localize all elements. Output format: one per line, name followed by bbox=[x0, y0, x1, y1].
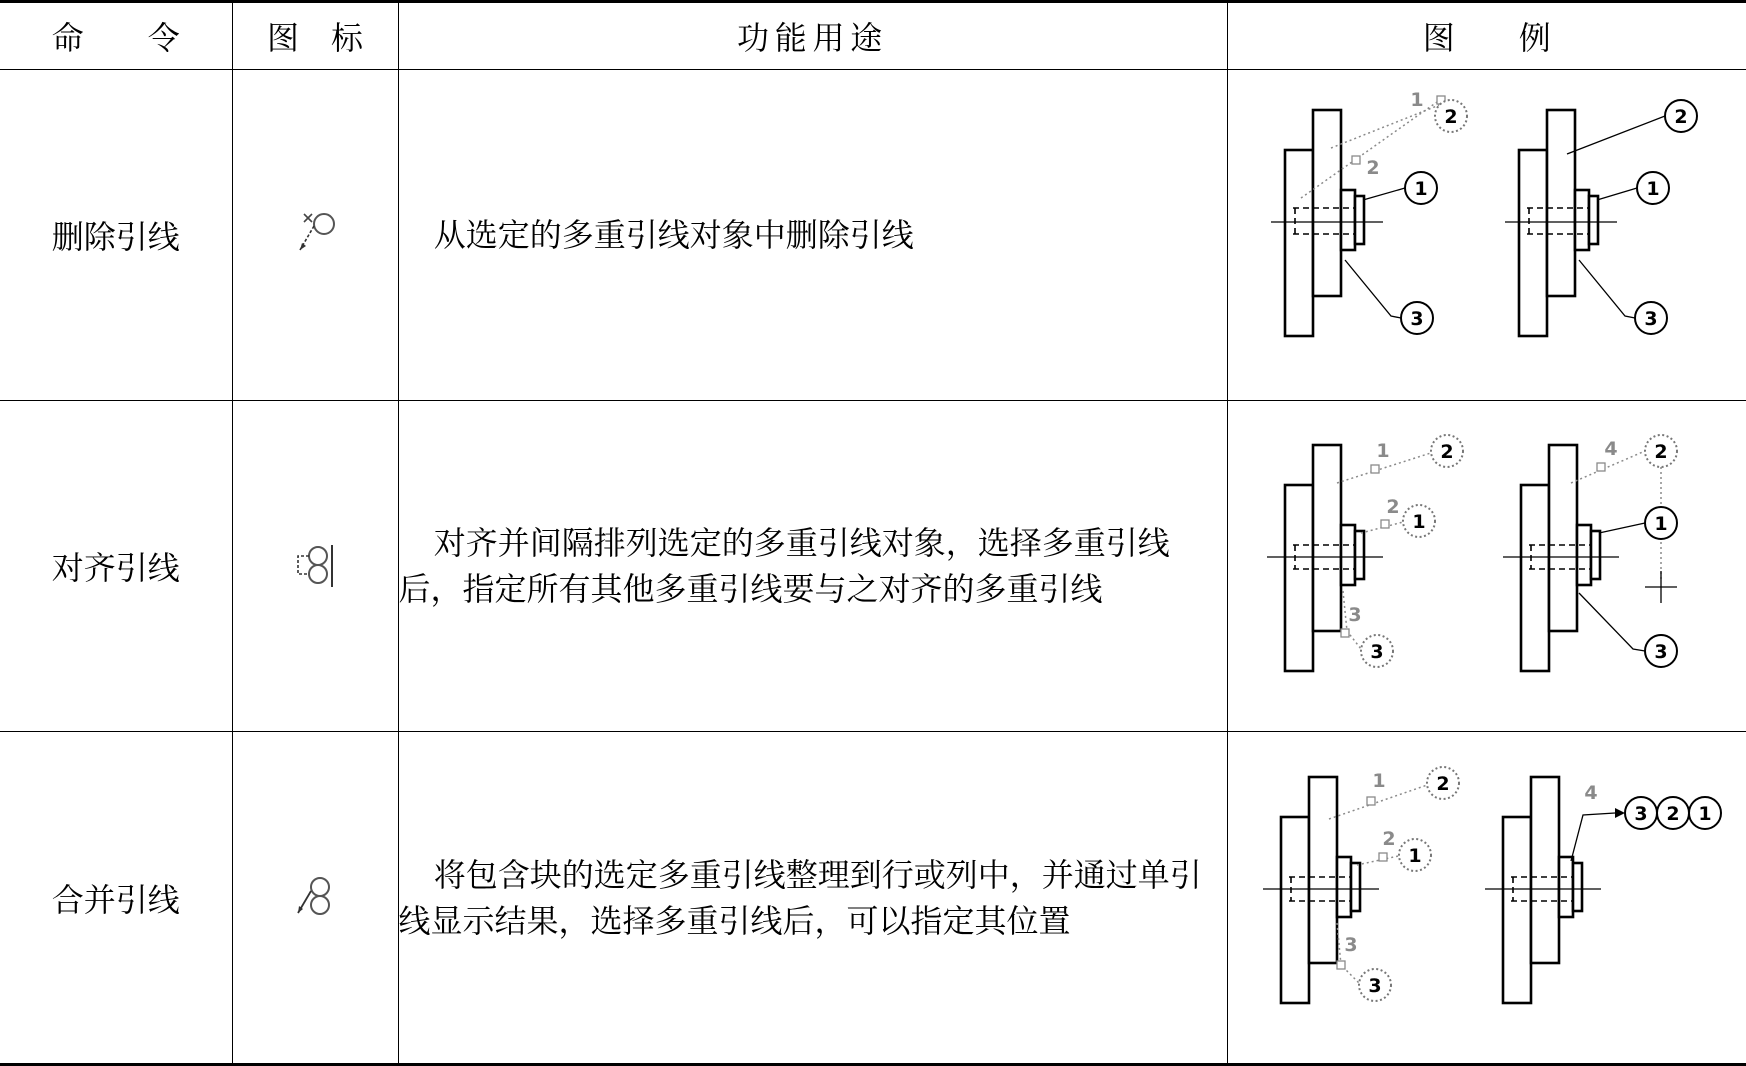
remove-leader-icon bbox=[290, 210, 340, 260]
example-before bbox=[1271, 90, 1467, 336]
header-icon: 图 标 bbox=[232, 2, 398, 70]
label: 2 bbox=[1654, 441, 1668, 463]
example-after bbox=[1505, 100, 1697, 336]
label: 2 bbox=[1382, 827, 1396, 850]
label: 2 bbox=[1366, 157, 1380, 179]
description: 从选定的多重引线对象中删除引线 bbox=[398, 70, 1227, 401]
label: 2 bbox=[1674, 106, 1688, 128]
header-example: 图 例 bbox=[1227, 2, 1746, 70]
example-cell bbox=[1227, 732, 1746, 1065]
command-name: 对齐引线 bbox=[0, 401, 232, 732]
example-before bbox=[1263, 767, 1459, 1003]
label: 1 bbox=[1408, 844, 1422, 867]
table-row bbox=[0, 70, 1746, 401]
header-row bbox=[0, 2, 1746, 70]
example-cell bbox=[1227, 401, 1746, 732]
label: 3 bbox=[1644, 308, 1658, 330]
label: 1 bbox=[1414, 178, 1428, 200]
icon-cell bbox=[232, 70, 398, 401]
label: 1 bbox=[1376, 440, 1390, 462]
label: 2 bbox=[1386, 496, 1400, 518]
description: 将包含块的选定多重引线整理到行或列中，并通过单引线显示结果，选择多重引线后，可以指定其位置 bbox=[398, 732, 1227, 1065]
label: 1 bbox=[1410, 90, 1424, 111]
label: 3 bbox=[1634, 802, 1648, 825]
example-after bbox=[1503, 435, 1677, 671]
example-diagram bbox=[1237, 90, 1737, 380]
example-cell bbox=[1227, 70, 1746, 401]
icon-cell bbox=[232, 401, 398, 732]
example-diagram bbox=[1237, 753, 1737, 1043]
label: 3 bbox=[1654, 641, 1668, 663]
label: 4 bbox=[1604, 438, 1618, 460]
label: 1 bbox=[1646, 178, 1660, 200]
example-after bbox=[1485, 777, 1721, 1003]
table-row bbox=[0, 732, 1746, 1065]
label: 1 bbox=[1698, 802, 1712, 825]
label: 4 bbox=[1584, 781, 1598, 804]
table-row bbox=[0, 401, 1746, 732]
label: 3 bbox=[1368, 974, 1382, 997]
align-leader-icon bbox=[290, 541, 340, 591]
command-name: 删除引线 bbox=[0, 70, 232, 401]
label: 2 bbox=[1440, 441, 1454, 463]
collect-leader-icon bbox=[290, 873, 340, 923]
label: 3 bbox=[1348, 604, 1362, 626]
label: 3 bbox=[1410, 308, 1424, 330]
label: 1 bbox=[1654, 513, 1668, 535]
label: 2 bbox=[1444, 106, 1458, 128]
label: 2 bbox=[1436, 772, 1450, 795]
description: 对齐并间隔排列选定的多重引线对象，选择多重引线后，指定所有其他多重引线要与之对齐的多重引线 bbox=[398, 401, 1227, 732]
example-before bbox=[1267, 435, 1463, 671]
label: 3 bbox=[1370, 641, 1384, 663]
header-command: 命 令 bbox=[0, 2, 232, 70]
header-function: 功能用途 bbox=[398, 2, 1227, 70]
label: 2 bbox=[1666, 802, 1680, 825]
label: 1 bbox=[1412, 511, 1426, 533]
label: 1 bbox=[1372, 769, 1386, 792]
label: 3 bbox=[1344, 933, 1358, 956]
example-diagram bbox=[1237, 421, 1737, 711]
icon-cell bbox=[232, 732, 398, 1065]
command-name: 合并引线 bbox=[0, 732, 232, 1065]
